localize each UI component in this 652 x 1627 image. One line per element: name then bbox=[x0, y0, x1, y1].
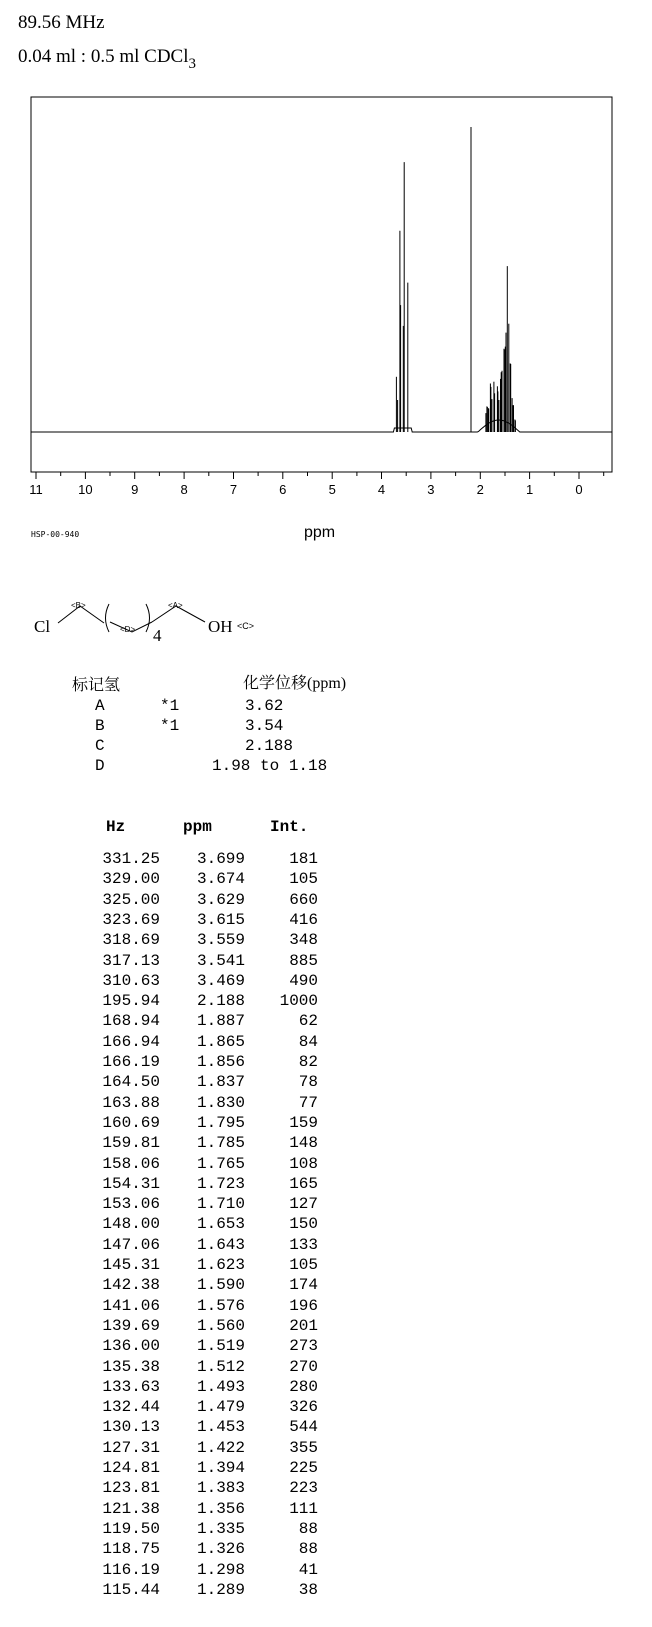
peak-hz: 153.06 bbox=[102, 1195, 160, 1214]
peak-int: 88 bbox=[298, 1540, 318, 1559]
x-tick-label: 4 bbox=[377, 482, 386, 497]
peak-hz: 121.38 bbox=[102, 1499, 160, 1518]
peak-hz: 147.06 bbox=[102, 1235, 160, 1254]
assignment-label: D bbox=[95, 757, 105, 775]
peak-hz: 310.63 bbox=[102, 971, 160, 990]
peak-hz: 318.69 bbox=[102, 931, 160, 950]
peak-int: 41 bbox=[298, 1560, 318, 1579]
assignment-note: *1 bbox=[160, 717, 180, 735]
peak-hz: 164.50 bbox=[102, 1073, 160, 1092]
peak-hz: 331.25 bbox=[102, 850, 160, 868]
assignment-shift: 2.188 bbox=[245, 737, 294, 755]
peak-ppm: 1.830 bbox=[196, 1093, 245, 1112]
peak-ppm: 2.188 bbox=[196, 992, 245, 1011]
x-tick-label: 8 bbox=[180, 482, 188, 497]
x-tick-label: 7 bbox=[229, 482, 238, 497]
peak-ppm: 1.710 bbox=[196, 1195, 245, 1214]
peak-ppm: 3.541 bbox=[196, 951, 245, 970]
peak-hz: 163.88 bbox=[102, 1093, 160, 1112]
peak-ppm: 1.335 bbox=[196, 1519, 245, 1538]
peak-ppm: 1.453 bbox=[196, 1418, 245, 1437]
x-tick-label: 10 bbox=[78, 482, 93, 497]
hydroxyl-group: OH bbox=[208, 617, 233, 636]
peak-ppm: 1.519 bbox=[196, 1337, 245, 1356]
peak-ppm: 1.422 bbox=[196, 1438, 245, 1457]
peak-ppm: 3.559 bbox=[196, 931, 245, 950]
peak-ppm: 1.479 bbox=[196, 1398, 245, 1417]
peak-int: 326 bbox=[289, 1398, 318, 1417]
x-tick-label: 1 bbox=[525, 482, 534, 497]
assignment-shift: 1.98 to 1.18 bbox=[212, 757, 328, 775]
spectrum-code: HSP-00-940 bbox=[31, 530, 80, 539]
paren-right bbox=[146, 604, 150, 632]
peak-int: 270 bbox=[289, 1357, 318, 1376]
peak-int: 196 bbox=[289, 1296, 318, 1315]
peak-ppm: 1.623 bbox=[196, 1256, 245, 1274]
x-tick-label: 0 bbox=[575, 482, 583, 497]
peak-int: 174 bbox=[289, 1276, 318, 1295]
label-b: <B> bbox=[71, 601, 86, 610]
peak-hz: 130.13 bbox=[102, 1418, 160, 1437]
peak-hz: 139.69 bbox=[102, 1316, 160, 1335]
peak-int: 84 bbox=[298, 1032, 318, 1051]
peak-hz: 119.50 bbox=[102, 1519, 160, 1538]
peak-hz: 123.81 bbox=[102, 1479, 160, 1498]
peak-ppm: 1.865 bbox=[196, 1032, 245, 1051]
peak-int: 273 bbox=[289, 1337, 318, 1356]
assignment-label: C bbox=[95, 737, 105, 755]
x-tick-label: 2 bbox=[476, 482, 484, 497]
repeat-count: 4 bbox=[153, 626, 162, 645]
peak-hz: 160.69 bbox=[102, 1113, 160, 1132]
peak-ppm: 3.615 bbox=[196, 910, 245, 929]
peak-hz: 317.13 bbox=[102, 951, 160, 970]
peak-ppm: 3.699 bbox=[196, 850, 245, 868]
peak-hz: 132.44 bbox=[102, 1398, 160, 1417]
solvent-info bbox=[18, 46, 196, 75]
peak-int: 490 bbox=[289, 971, 318, 990]
peak-hz: 154.31 bbox=[102, 1174, 160, 1193]
peak-hz: 145.31 bbox=[102, 1256, 160, 1274]
spectrum-peaks bbox=[396, 127, 515, 432]
spectrum-baseline bbox=[31, 420, 612, 432]
peak-hz: 166.19 bbox=[102, 1053, 160, 1071]
peak-hz: 325.00 bbox=[102, 890, 160, 909]
x-tick-label: 9 bbox=[131, 482, 139, 497]
x-tick-label: 5 bbox=[328, 482, 336, 497]
solvent-subscript: 3 bbox=[188, 56, 196, 72]
peak-int: 78 bbox=[298, 1073, 318, 1092]
peak-ppm: 3.629 bbox=[196, 890, 245, 909]
peak-int: 148 bbox=[289, 1134, 318, 1153]
peak-int: 159 bbox=[289, 1113, 318, 1132]
peak-int: 225 bbox=[289, 1459, 318, 1477]
peak-hz: 195.94 bbox=[102, 992, 160, 1011]
peak-ppm: 1.326 bbox=[196, 1540, 245, 1559]
assignment-label: B bbox=[95, 717, 105, 735]
peak-int: 133 bbox=[289, 1235, 318, 1254]
peak-hz: 159.81 bbox=[102, 1134, 160, 1153]
peak-int: 108 bbox=[289, 1154, 318, 1173]
peak-int: 111 bbox=[289, 1499, 318, 1518]
label-d: <D> bbox=[120, 625, 136, 634]
x-tick-label: 6 bbox=[279, 482, 287, 497]
peak-hz: 118.75 bbox=[102, 1540, 160, 1559]
peak-hz: 141.06 bbox=[102, 1296, 160, 1315]
peak-int: 77 bbox=[298, 1093, 318, 1112]
peak-ppm: 1.383 bbox=[196, 1479, 245, 1498]
peak-ppm: 3.674 bbox=[196, 870, 245, 889]
peak-ppm: 1.289 bbox=[196, 1580, 245, 1599]
peak-hz: 148.00 bbox=[102, 1215, 160, 1234]
peak-header-ppm: ppm bbox=[183, 818, 212, 836]
x-tick-label: 3 bbox=[427, 482, 435, 497]
assignment-label: A bbox=[95, 697, 105, 715]
peak-hz: 142.38 bbox=[102, 1276, 160, 1295]
peak-int: 660 bbox=[289, 890, 318, 909]
peak-header-int: Int. bbox=[270, 818, 309, 836]
peak-int: 348 bbox=[289, 931, 318, 950]
peak-int: 127 bbox=[289, 1195, 318, 1214]
peak-int: 82 bbox=[298, 1053, 318, 1071]
peak-int: 223 bbox=[289, 1479, 318, 1498]
peak-hz: 115.44 bbox=[102, 1580, 160, 1599]
peak-ppm: 1.643 bbox=[196, 1235, 245, 1254]
label-c: <C> bbox=[237, 621, 255, 631]
peak-ppm: 1.560 bbox=[196, 1316, 245, 1335]
peak-int: 38 bbox=[298, 1580, 318, 1599]
peak-hz: 166.94 bbox=[102, 1032, 160, 1051]
peak-ppm: 3.469 bbox=[196, 971, 245, 990]
peak-ppm: 1.590 bbox=[196, 1276, 245, 1295]
peak-int: 105 bbox=[289, 870, 318, 889]
peak-hz: 133.63 bbox=[102, 1377, 160, 1396]
peak-hz: 329.00 bbox=[102, 870, 160, 889]
assignment-note: *1 bbox=[160, 697, 180, 715]
peak-ppm: 1.765 bbox=[196, 1154, 245, 1173]
peak-ppm: 1.887 bbox=[196, 1012, 245, 1031]
peak-hz: 323.69 bbox=[102, 910, 160, 929]
peak-hz: 124.81 bbox=[102, 1459, 160, 1477]
nmr-spectrum-chart bbox=[0, 90, 652, 510]
x-axis-ticks bbox=[36, 472, 604, 479]
peak-ppm: 1.653 bbox=[196, 1215, 245, 1234]
peak-ppm: 1.512 bbox=[196, 1357, 245, 1376]
peak-int: 885 bbox=[289, 951, 318, 970]
assignment-shift: 3.62 bbox=[245, 697, 284, 715]
peak-ppm: 1.785 bbox=[196, 1134, 245, 1153]
assignment-shift: 3.54 bbox=[245, 717, 284, 735]
assignment-header-shift: 化学位移(ppm) bbox=[243, 675, 347, 692]
peak-int: 544 bbox=[289, 1418, 318, 1437]
peak-int: 416 bbox=[289, 910, 318, 929]
peak-int: 280 bbox=[289, 1377, 318, 1396]
plot-frame bbox=[31, 97, 612, 472]
x-axis-tick-labels bbox=[29, 482, 582, 497]
chemical-structure bbox=[0, 598, 300, 648]
peak-ppm: 1.394 bbox=[196, 1459, 245, 1477]
peak-ppm: 1.356 bbox=[196, 1499, 245, 1518]
peak-int: 355 bbox=[289, 1438, 318, 1457]
peak-hz: 158.06 bbox=[102, 1154, 160, 1173]
peak-ppm: 1.576 bbox=[196, 1296, 245, 1315]
peak-ppm: 1.723 bbox=[196, 1174, 245, 1193]
solvent-text: 0.04 ml : 0.5 ml CDCl bbox=[18, 46, 189, 67]
peak-ppm: 1.837 bbox=[196, 1073, 245, 1092]
peak-int: 201 bbox=[289, 1316, 318, 1335]
peak-hz: 136.00 bbox=[102, 1337, 160, 1356]
assignment-header-label: 标记氢 bbox=[72, 677, 121, 694]
x-axis-label: ppm bbox=[304, 524, 336, 541]
peak-hz: 168.94 bbox=[102, 1012, 160, 1031]
x-tick-label: 11 bbox=[29, 482, 43, 497]
peak-int: 105 bbox=[289, 1256, 318, 1274]
peak-hz: 116.19 bbox=[102, 1560, 160, 1579]
peak-hz: 135.38 bbox=[102, 1357, 160, 1376]
peak-hz: 127.31 bbox=[102, 1438, 160, 1457]
peak-int: 165 bbox=[289, 1174, 318, 1193]
peak-int: 62 bbox=[298, 1012, 318, 1031]
paren-left bbox=[106, 604, 110, 632]
peak-ppm: 1.493 bbox=[196, 1377, 245, 1396]
peak-int: 181 bbox=[289, 850, 318, 868]
peak-int: 88 bbox=[298, 1519, 318, 1538]
spectrometer-frequency: 89.56 MHz bbox=[18, 12, 105, 33]
peak-header-hz: Hz bbox=[106, 818, 126, 836]
label-a: <A> bbox=[168, 601, 183, 610]
peak-ppm: 1.298 bbox=[196, 1560, 245, 1579]
peak-int: 1000 bbox=[279, 992, 318, 1011]
peak-ppm: 1.795 bbox=[196, 1113, 245, 1132]
peak-int: 150 bbox=[289, 1215, 318, 1234]
peak-ppm: 1.856 bbox=[196, 1053, 245, 1071]
chlorine-atom: Cl bbox=[34, 617, 51, 636]
